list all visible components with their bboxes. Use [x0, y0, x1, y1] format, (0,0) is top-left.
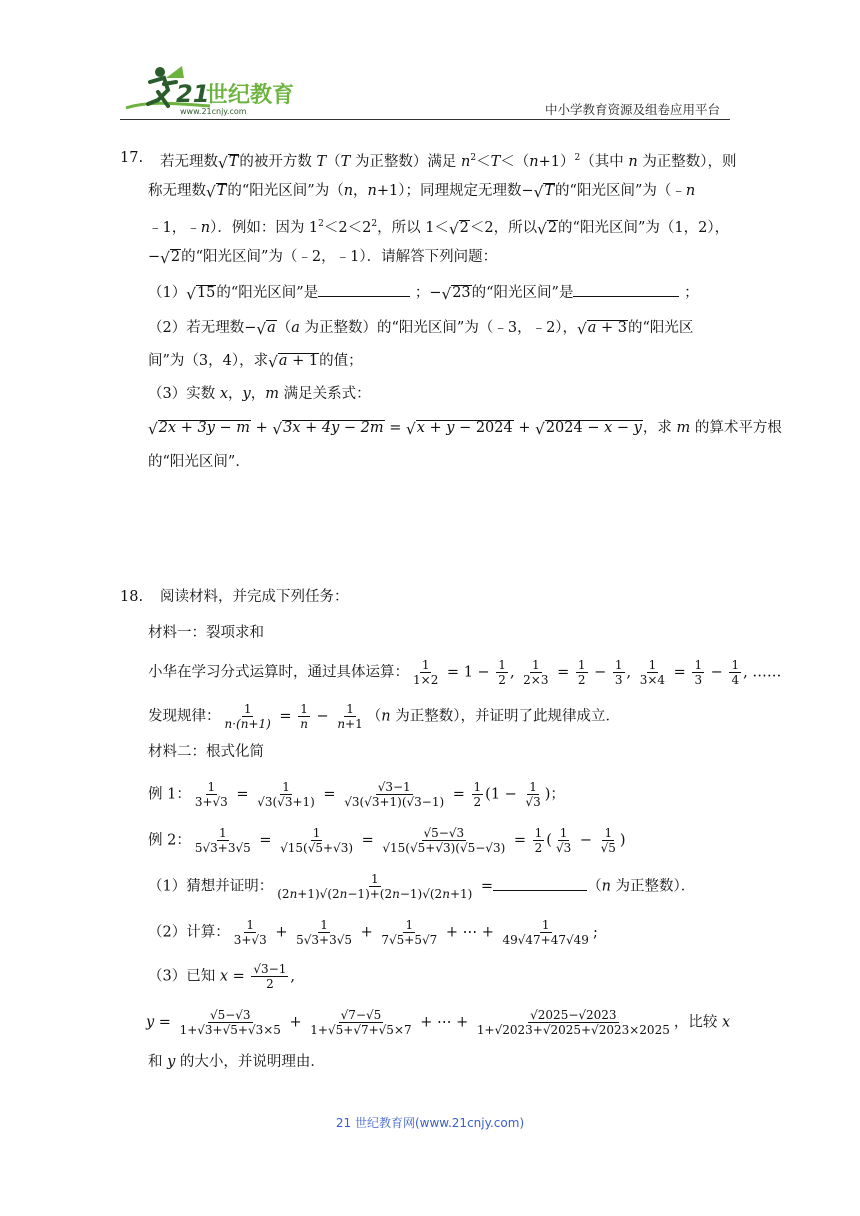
example-2: 例 2： $\frac{1}{5√3+3√5}$ = $\frac{1}{√15(√5+√3)}$ = $\frac{√5-√3}{√15(√5+√3)(√5-√3)}$ = $\frac{1}{2}$ ( $\frac{1}{√3}$ − $\frac{1}{√5}$ ) [148, 826, 626, 855]
task-3-cont: 和 y 的大小，并说明理由． [148, 1054, 325, 1070]
header-divider [120, 119, 730, 120]
material-2-title: 材料二：根式化简 [148, 744, 264, 760]
q17-line-1: 若无理数 √ T 的被开方数 T（T 为正整数）满足 $n^2<T<(n+1)^2$（其中 n 为正整数），则 [160, 153, 737, 172]
page-footer: 21 世纪教育网(www.21cnjy.com) [335, 1116, 525, 1130]
task-3: （3）已知 x = $\frac{√3-1}{2}$ , [148, 962, 295, 991]
task-3-y-expression: y = $\frac{√5-√3}{1+√3+√5+√3\times 5}$ + $\frac{√7-√5}{1+√5+√7+√5\times 7}$ + ⋯ + $\frac{√2025-√2023}{1+√2023+√2025+√2023\times 2025}$ ，比较 x [146, 1008, 731, 1037]
svg-text:21: 21 [176, 80, 210, 108]
answer-blank-3[interactable] [493, 890, 587, 891]
q17-line-2: 称无理数 √ T 的“阳光区间”为（n，n+1）；同理规定无理数− √ T 的“阳光区间”为（﹣n [148, 183, 696, 201]
q18-intro: 阅读材料，并完成下列任务： [160, 589, 349, 605]
q17-equation: √ 2x + 3y − m + √ 3x + 4y − 2m = √ x + y − 2024 + √ 2024 − x − y ，求 m 的算术平方根 [148, 420, 782, 438]
page-header [120, 60, 730, 120]
q17-number: 17. [120, 150, 144, 166]
header-tagline: 中小学教育资源及组卷应用平台 [544, 102, 720, 117]
q17-part-2: （2）若无理数− √ a （a 为正整数）的“阳光区间”为（﹣3，﹣2）， √ a + 3 的“阳光区 [148, 320, 694, 338]
q17-line-3: ﹣1，﹣n）．例如：因为 $1^2<2<2^2$，所以 1＜ √ 2 ＜2，所以 √ 2 的“阳光区间”为（1，2）， [148, 219, 730, 238]
answer-blank-2[interactable] [573, 296, 679, 297]
task-2: （2）计算： $\frac{1}{3+√3}$ + $\frac{1}{5√3+3√5}$ + $\frac{1}{7√5+5√7}$ + ⋯ + $\frac{1}{49√47+47√49}$ ; [148, 918, 598, 947]
material-1-examples: 小华在学习分式运算时，通过具体运算： $\frac{1}{1\times 2}$ = 1 − $\frac{1}{2}$ , $\frac{1}{2\times 3}$ = $\frac{1}{2}$ − $\frac{1}{3}$ , $\frac{1}{3\times 4}$ = $\frac{1}{3}$ − $\frac{1}{4}$ , …… [148, 658, 782, 687]
svg-text:世纪教育: 世纪教育 [206, 83, 295, 108]
svg-text:www.21cnjy.com: www.21cnjy.com [180, 107, 247, 116]
q17-part-3: （3）实数 x，y，m 满足关系式： [148, 386, 371, 402]
q18-number: 18. [120, 589, 144, 605]
answer-blank-1[interactable] [318, 296, 410, 297]
material-1-rule: 发现规律： $\frac{1}{n\cdot(n+1)}$ = $\frac{1}{n}$ − $\frac{1}{n+1}$ （n 为正整数），并证明了此规律成立． [148, 702, 620, 731]
task-1: （1）猜想并证明： $\frac{1}{(2n+1)√(2n-1)+(2n-1)√(2n+1)}$ = （n 为正整数）． [148, 872, 696, 901]
material-1-title: 材料一：裂项求和 [148, 625, 264, 641]
site-logo [120, 60, 320, 118]
q17-part-1: （1） √ 15 的“阳光区间”是 ；− √ 23 的“阳光区间”是 ； [148, 285, 699, 303]
q17-part-2-cont: 间”为（3，4），求 √ a + 1 的值； [148, 353, 363, 371]
q17-line-4: − √ 2 的“阳光区间”为（﹣2，﹣1）．请解答下列问题： [148, 249, 498, 267]
example-1: 例 1： $\frac{1}{3+√3}$ = $\frac{1}{√3(√3+1)}$ = $\frac{√3-1}{√3(√3+1)(√3-1)}$ = $\frac{1}{2}$ (1 − $\frac{1}{√3}$ )； [148, 780, 565, 809]
q17-part-3-cont: 的“阳光区间”． [148, 454, 250, 470]
